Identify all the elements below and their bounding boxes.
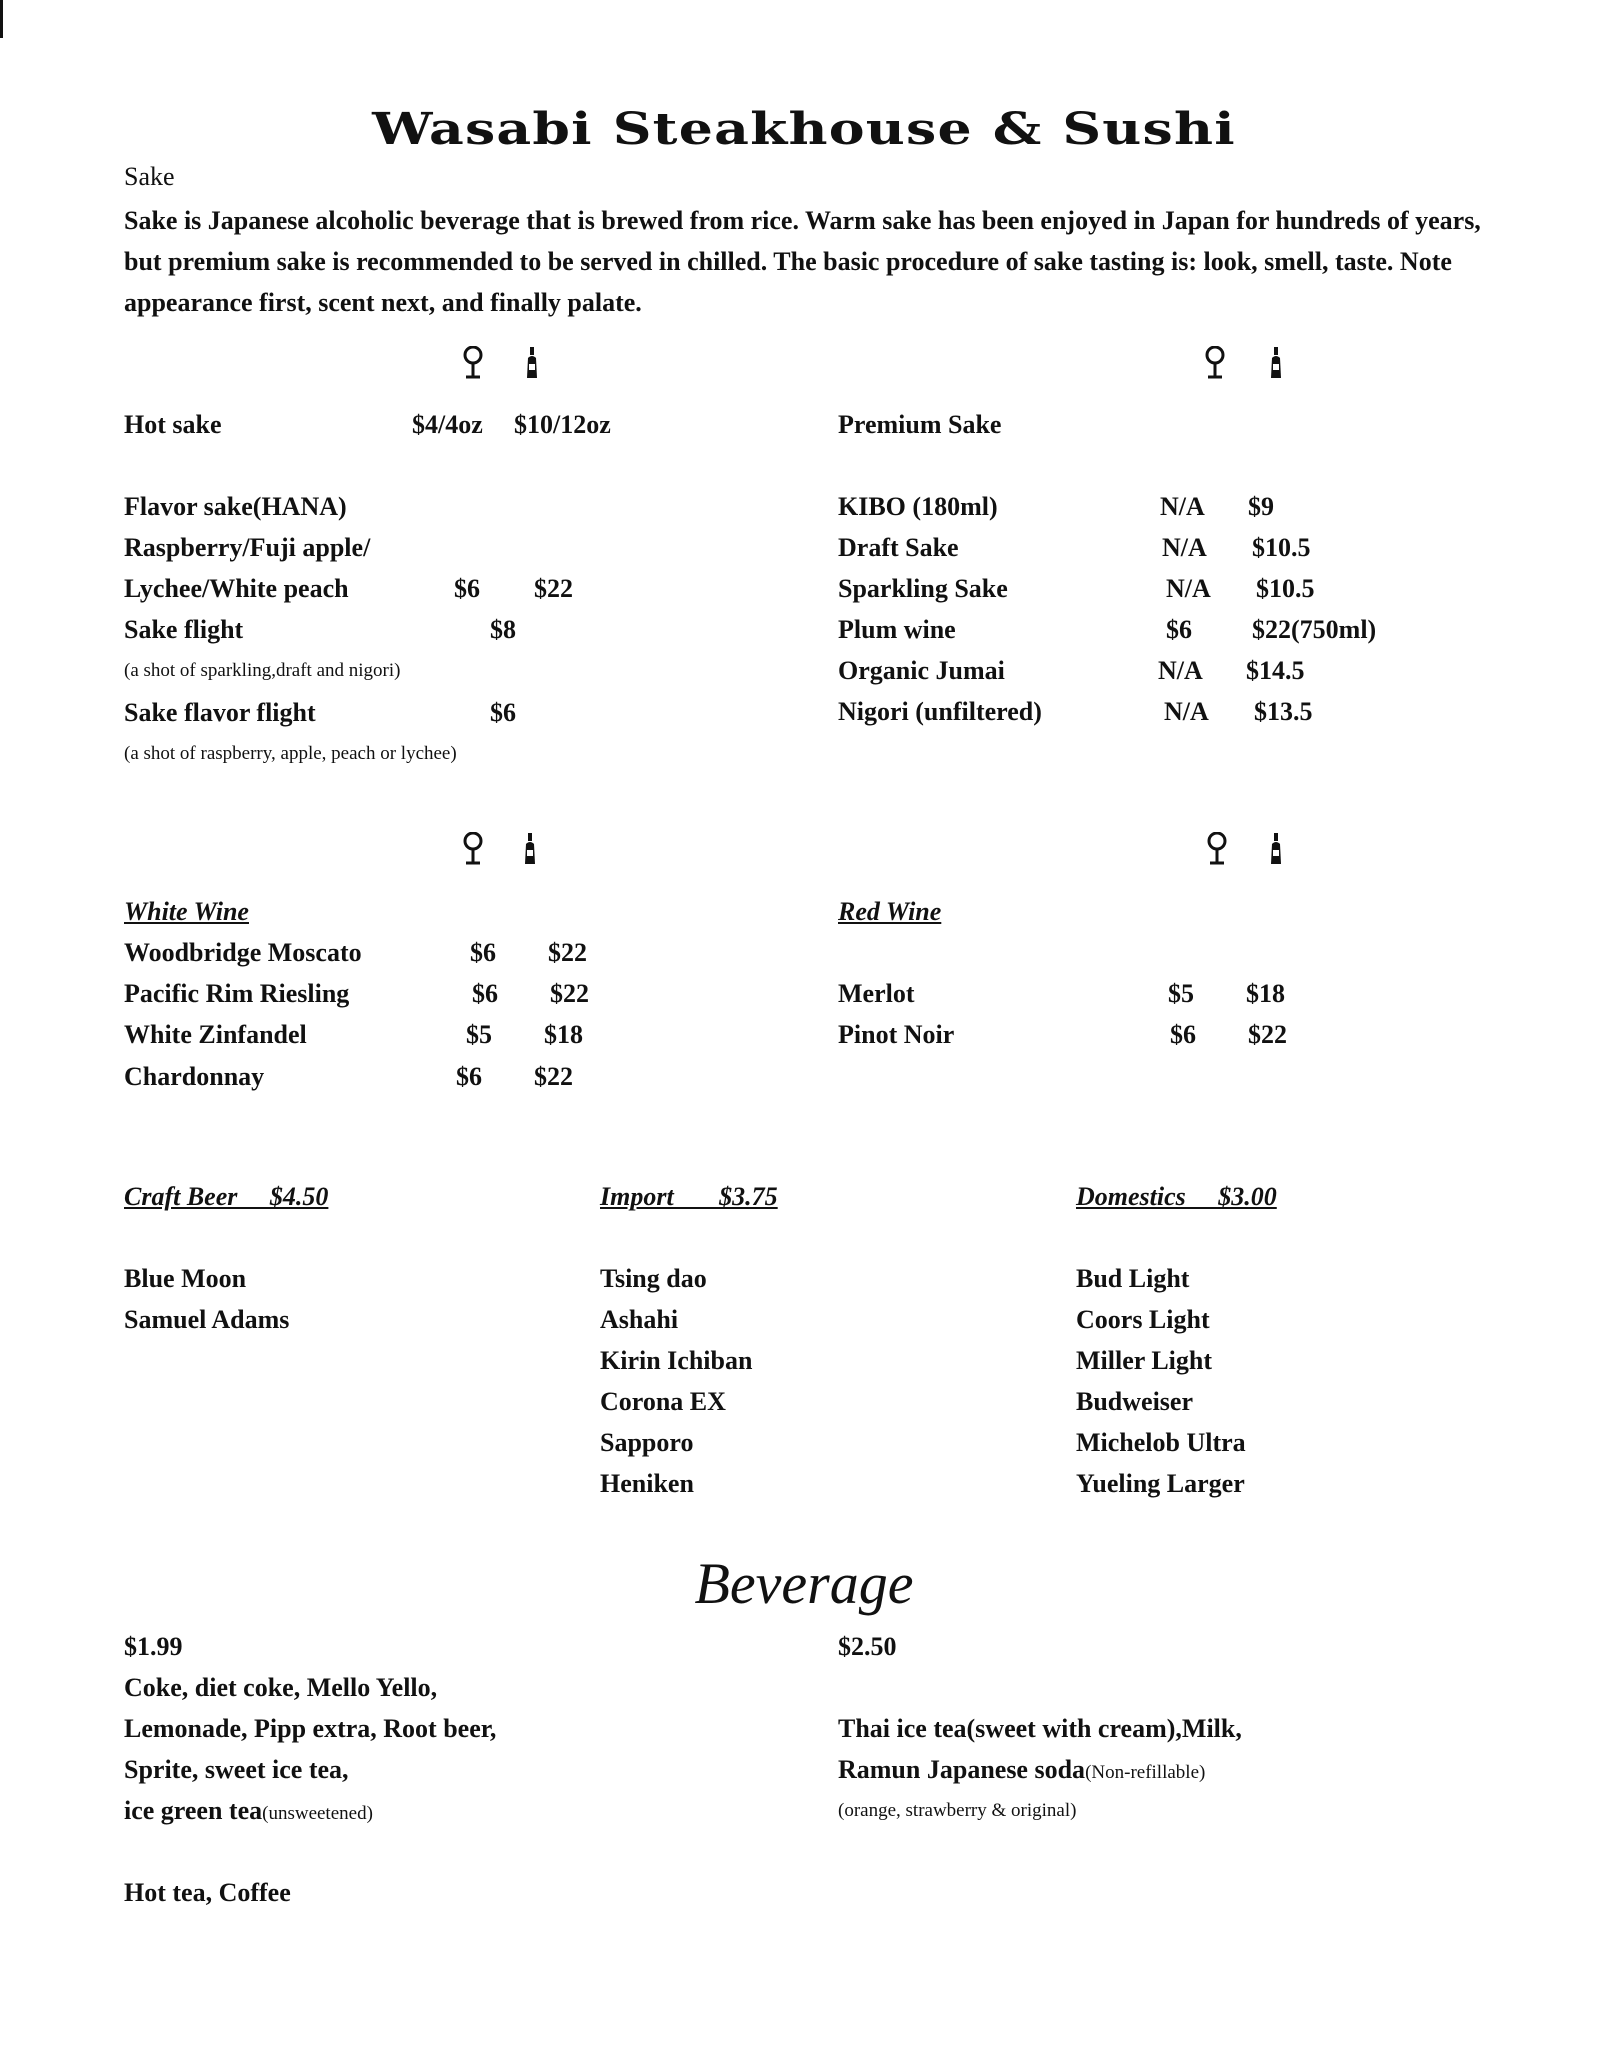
white-wine-bottle: $22	[534, 1062, 573, 1091]
sake-flavor-flight-note: (a shot of raspberry, apple, peach or lychee)	[124, 743, 457, 764]
flavor-sake-line2: Raspberry/Fuji apple/	[124, 533, 371, 562]
red-wine-glass: $6	[1170, 1020, 1196, 1049]
premium-item-bottle: $9	[1248, 492, 1274, 521]
import-beer-item: Ashahi	[600, 1305, 679, 1334]
beverage-right-line1: Thai ice tea(sweet with cream),Milk,	[838, 1714, 1242, 1743]
beverage-right-line2	[838, 1755, 1205, 1785]
restaurant-title: Wasabi Steakhouse & Sushi	[372, 104, 1236, 155]
white-wine-name: Chardonnay	[124, 1062, 265, 1091]
domestic-beer-heading: Domestics $3.00	[1076, 1182, 1277, 1211]
hot-drinks: Hot tea, Coffee	[124, 1878, 291, 1907]
beverage-left-last-line	[124, 1796, 373, 1826]
premium-item-name: Organic Jumai	[838, 656, 1005, 685]
white-wine-name: Pacific Rim Riesling	[124, 979, 350, 1008]
beverage-left-price: $1.99	[124, 1632, 183, 1661]
ice-green-tea: ice green tea	[124, 1796, 263, 1825]
white-wine-name: Woodbridge Moscato	[124, 938, 362, 967]
premium-item-glass: N/A	[1164, 697, 1209, 726]
ice-green-tea-note: (unsweetened)	[262, 1803, 373, 1824]
hot-sake-bottle-price: $10/12oz	[514, 410, 611, 439]
white-wine-name: White Zinfandel	[124, 1020, 307, 1049]
domestic-beer-item: Bud Light	[1076, 1264, 1190, 1293]
sake-flight-name: Sake flight	[124, 615, 244, 644]
beverage-left-line: Lemonade, Pipp extra, Root beer,	[124, 1714, 497, 1743]
import-beer-item: Tsing dao	[600, 1264, 707, 1293]
premium-item-name: KIBO (180ml)	[838, 492, 998, 521]
white-wine-glass: $5	[466, 1020, 492, 1049]
import-beer-item: Kirin Ichiban	[600, 1346, 753, 1375]
beverage-left-line: Sprite, sweet ice tea,	[124, 1755, 349, 1784]
white-wine-heading: White Wine	[124, 897, 249, 926]
bottle-icon	[524, 346, 540, 380]
craft-beer-item: Samuel Adams	[124, 1305, 290, 1334]
scan-edge-mark	[0, 0, 3, 38]
beverage-right-price: $2.50	[838, 1632, 897, 1661]
premium-item-name: Sparkling Sake	[838, 574, 1008, 603]
premium-item-name: Draft Sake	[838, 533, 959, 562]
bottle-icon	[522, 832, 538, 866]
sake-flavor-flight-price: $6	[490, 698, 516, 727]
white-wine-glass: $6	[470, 938, 496, 967]
flavor-sake-bottle-price: $22	[534, 574, 573, 603]
premium-item-name: Nigori (unfiltered)	[838, 697, 1042, 726]
premium-item-bottle: $13.5	[1254, 697, 1313, 726]
domestic-beer-item: Budweiser	[1076, 1387, 1193, 1416]
red-wine-name: Pinot Noir	[838, 1020, 955, 1049]
beverage-heading: Beverage	[694, 1551, 914, 1616]
white-wine-bottle: $22	[550, 979, 589, 1008]
white-wine-glass: $6	[456, 1062, 482, 1091]
craft-beer-heading: Craft Beer $4.50	[124, 1182, 329, 1211]
premium-item-glass: N/A	[1166, 574, 1211, 603]
import-beer-heading: Import $3.75	[600, 1182, 778, 1211]
premium-item-glass: N/A	[1162, 533, 1207, 562]
wine-glass-icon	[462, 346, 484, 380]
premium-item-glass: N/A	[1160, 492, 1205, 521]
sake-flavor-flight-name: Sake flavor flight	[124, 698, 316, 727]
red-wine-glass: $5	[1168, 979, 1194, 1008]
sake-flight-price: $8	[490, 615, 516, 644]
ramun-soda: Ramun Japanese soda	[838, 1755, 1086, 1784]
red-wine-bottle: $22	[1248, 1020, 1287, 1049]
beverage-left-line: Coke, diet coke, Mello Yello,	[124, 1673, 438, 1702]
flavor-sake-line3: Lychee/White peach	[124, 574, 349, 603]
beverage-right-line3: (orange, strawberry & original)	[838, 1800, 1077, 1821]
premium-item-name: Plum wine	[838, 615, 956, 644]
craft-beer-item: Blue Moon	[124, 1264, 247, 1293]
wine-glass-icon	[1206, 832, 1228, 866]
white-wine-bottle: $22	[548, 938, 587, 967]
red-wine-name: Merlot	[838, 979, 915, 1008]
premium-item-bottle: $14.5	[1246, 656, 1305, 685]
sake-flight-note: (a shot of sparkling,draft and nigori)	[124, 660, 401, 681]
flavor-sake-glass-price: $6	[454, 574, 480, 603]
premium-sake-heading: Premium Sake	[838, 410, 1002, 439]
wine-glass-icon	[1204, 346, 1226, 380]
import-beer-item: Corona EX	[600, 1387, 726, 1416]
red-wine-heading: Red Wine	[838, 897, 942, 926]
hot-sake-name: Hot sake	[124, 410, 222, 439]
import-beer-item: Sapporo	[600, 1428, 694, 1457]
flavor-sake-name: Flavor sake(HANA)	[124, 492, 347, 521]
domestic-beer-item: Miller Light	[1076, 1346, 1213, 1375]
premium-item-glass: N/A	[1158, 656, 1203, 685]
white-wine-glass: $6	[472, 979, 498, 1008]
bottle-icon	[1268, 346, 1284, 380]
red-wine-bottle: $18	[1246, 979, 1285, 1008]
domestic-beer-item: Yueling Larger	[1076, 1469, 1245, 1498]
sake-label: Sake	[124, 162, 175, 191]
premium-item-bottle: $22(750ml)	[1252, 615, 1377, 644]
import-beer-item: Heniken	[600, 1469, 694, 1498]
sake-intro: Sake is Japanese alcoholic beverage that is brewed from rice. Warm sake has been enjoyed in Japan for hundreds of years, but premium sake is recommended to be served in chilled. The basic procedure of sake tasting is: look, smell, taste. Note appearance first, scent next, and finally palate.	[124, 206, 1481, 317]
premium-item-bottle: $10.5	[1256, 574, 1315, 603]
premium-item-bottle: $10.5	[1252, 533, 1311, 562]
ramun-soda-note: (Non-refillable)	[1085, 1762, 1206, 1783]
hot-sake-glass-price: $4/4oz	[412, 410, 483, 439]
bottle-icon	[1268, 832, 1284, 866]
white-wine-bottle: $18	[544, 1020, 583, 1049]
domestic-beer-item: Coors Light	[1076, 1305, 1210, 1334]
domestic-beer-item: Michelob Ultra	[1076, 1428, 1246, 1457]
premium-item-glass: $6	[1166, 615, 1192, 644]
wine-glass-icon	[462, 832, 484, 866]
